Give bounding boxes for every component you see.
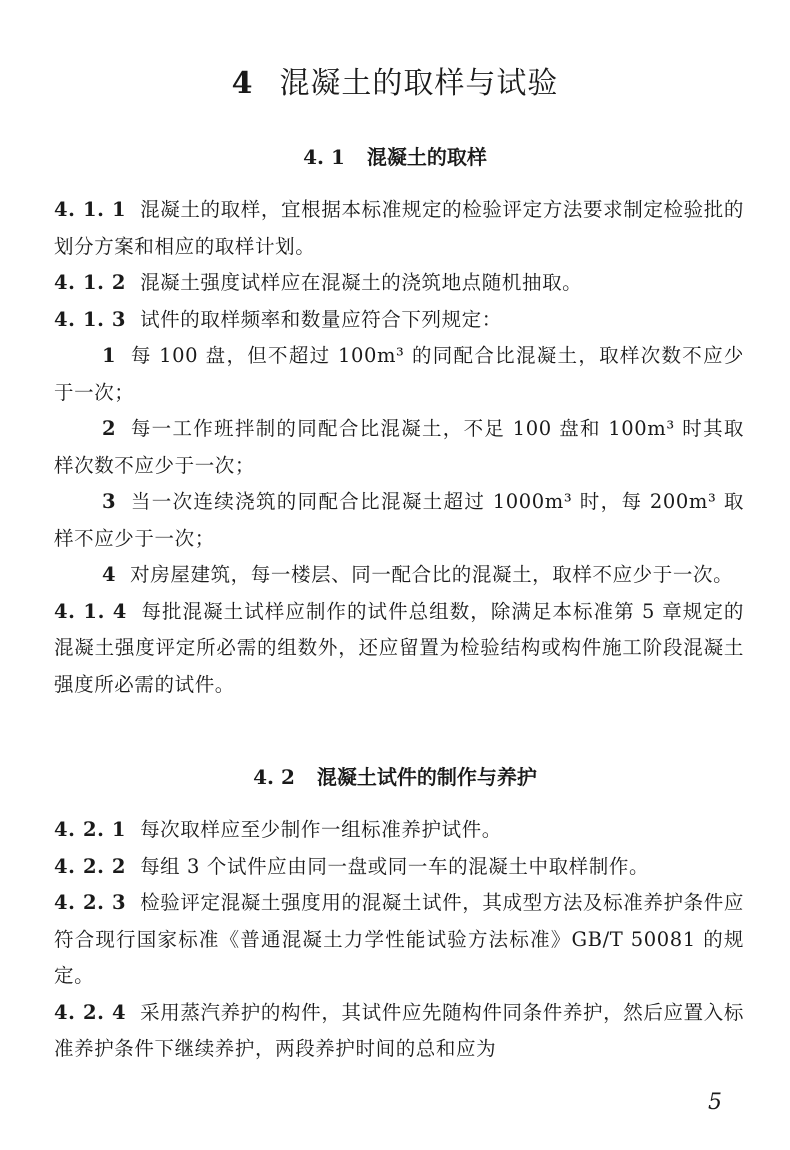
clause-text: 试件的取样频率和数量应符合下列规定： [140, 307, 502, 331]
clause-text: 每次取样应至少制作一组标准养护试件。 [140, 818, 502, 841]
clause-4-1-2 [54, 265, 744, 302]
page-number: 5 [708, 1090, 722, 1115]
clause-number: 4. 1. 4 [54, 599, 127, 623]
item-text: 对房屋建筑，每一楼层、同一配合比的混凝土，取样不应少于一次。 [130, 563, 734, 586]
section-number: 4. 1 [303, 145, 345, 169]
section-4-2-body [54, 812, 744, 1068]
section-number: 4. 2 [253, 765, 295, 789]
clause-4-2-1 [54, 812, 744, 849]
clause-text: 每组 3 个试件应由同一盘或同一车的混凝土中取样制作。 [140, 854, 650, 878]
list-item-3 [54, 484, 744, 557]
item-number: 4 [102, 563, 117, 586]
clause-4-2-4 [54, 995, 744, 1068]
clause-number: 4. 2. 1 [54, 818, 127, 841]
list-item-1 [54, 338, 744, 411]
section-title-text: 混凝土的取样 [366, 145, 487, 169]
clause-4-2-3 [54, 885, 744, 995]
item-number: 2 [102, 417, 117, 440]
item-number: 3 [102, 490, 117, 513]
chapter-title-text: 混凝土的取样与试验 [279, 66, 559, 101]
section-4-1-body [54, 192, 744, 703]
clause-text: 混凝土强度试样应在混凝土的浇筑地点随机抽取。 [140, 271, 583, 294]
clause-number: 4. 2. 3 [54, 891, 127, 914]
section-title-text: 混凝土试件的制作与养护 [316, 765, 537, 789]
item-text: 每 100 盘，但不超过 100m³ 的同配合比混凝土，取样次数不应少于一次； [54, 344, 744, 404]
chapter-number: 4 [231, 66, 254, 101]
clause-4-1-3 [54, 302, 744, 339]
chapter-title [0, 62, 790, 106]
section-title-4-1 [0, 142, 790, 172]
clause-number: 4. 1. 2 [54, 271, 127, 294]
item-text: 当一次连续浇筑的同配合比混凝土超过 1000m³ 时，每 200m³ 取样不应少于一次； [54, 490, 744, 550]
clause-number: 4. 1. 3 [54, 307, 127, 331]
list-item-2 [54, 411, 744, 484]
clause-number: 4. 2. 2 [54, 854, 127, 878]
list-item-4 [54, 557, 744, 594]
clause-4-1-1 [54, 192, 744, 265]
clause-number: 4. 2. 4 [54, 1000, 127, 1024]
clause-4-2-2 [54, 849, 744, 886]
clause-text: 采用蒸汽养护的构件，其试件应先随构件同条件养护，然后应置入标准养护条件下继续养护，两段养护时间的总和应为 [54, 1000, 744, 1060]
section-title-4-2 [0, 762, 790, 792]
clause-text: 每批混凝土试样应制作的试件总组数，除满足本标准第 5 章规定的混凝土强度评定所必需的组数外，还应留置为检验结构或构件施工阶段混凝土强度所必需的试件。 [54, 599, 744, 696]
clause-4-1-4 [54, 594, 744, 704]
clause-text: 混凝土的取样，宜根据本标准规定的检验评定方法要求制定检验批的划分方案和相应的取样计划。 [54, 198, 744, 258]
clause-text: 检验评定混凝土强度用的混凝土试件，其成型方法及标准养护条件应符合现行国家标准《普通混凝土力学性能试验方法标准》GB/T 50081 的规定。 [54, 891, 744, 987]
item-number: 1 [102, 344, 117, 367]
clause-number: 4. 1. 1 [54, 198, 127, 221]
item-text: 每一工作班拌制的同配合比混凝土，不足 100 盘和 100m³ 时其取样次数不应少于一次； [54, 417, 744, 477]
